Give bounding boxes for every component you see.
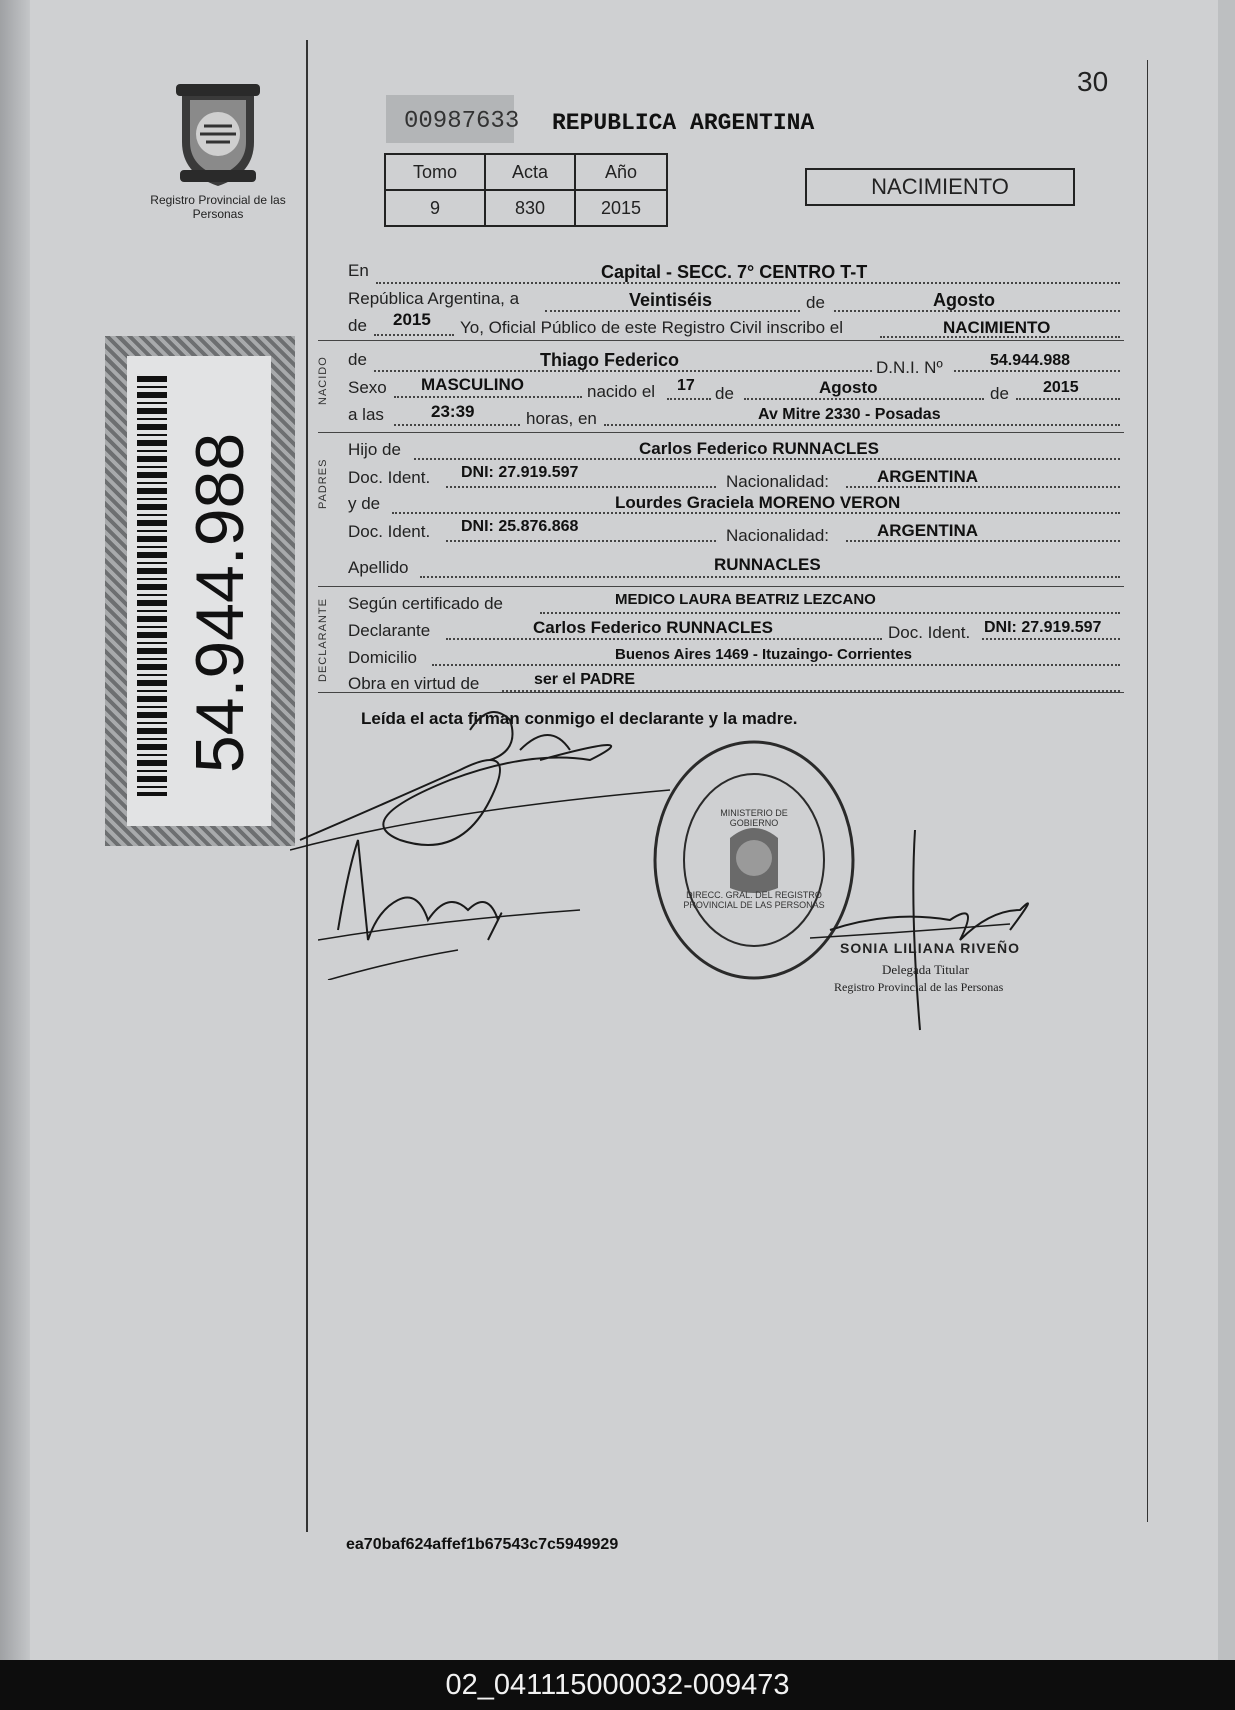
label-de4: de [715, 384, 734, 403]
barcode-bars [137, 376, 167, 796]
closing-statement: Leída el acta firman conmigo el declarante y la madre. [361, 709, 798, 728]
doc-type-box: NACIMIENTO [805, 168, 1075, 206]
misiones-shield-icon [172, 82, 264, 188]
label-a-las: a las [348, 405, 384, 424]
value-lugar-nac: Av Mitre 2330 - Posadas [758, 406, 941, 423]
label-yo: Yo, Oficial Público de este Registro Civil inscribo el [460, 318, 843, 337]
value-acto: NACIMIENTO [943, 318, 1051, 337]
value-declarante: Carlos Federico RUNNACLES [533, 618, 773, 637]
divider [318, 586, 1124, 587]
label-de3: de [348, 350, 367, 369]
value-lugar: Capital - SECC. 7° CENTRO T-T [601, 262, 868, 282]
value-padre: Carlos Federico RUNNACLES [639, 439, 879, 458]
value-padre-dni: DNI: 27.919.597 [461, 464, 579, 481]
value-domicilio: Buenos Aires 1469 - Ituzaingo- Corrientes [615, 646, 913, 663]
value-acta: 830 [485, 190, 575, 226]
label-doc-ident3: Doc. Ident. [888, 623, 971, 642]
label-dni: D.N.I. Nº [876, 358, 943, 377]
label-obra: Obra en virtud de [348, 674, 480, 693]
doc-number: 00987633 [404, 108, 520, 135]
label-nacionalidad2: Nacionalidad: [726, 526, 830, 545]
signer-title: Delegada Titular [882, 962, 970, 977]
label-nacionalidad1: Nacionalidad: [726, 472, 830, 491]
divider [318, 432, 1124, 433]
value-mes: Agosto [819, 378, 878, 397]
section-declarante: DECLARANTE [317, 598, 329, 682]
label-hijo-de: Hijo de [348, 440, 401, 459]
label-apellido: Apellido [348, 558, 409, 577]
value-madre: Lourdes Graciela MORENO VERON [615, 493, 901, 512]
value-hora: 23:39 [431, 402, 475, 421]
header-tomo: Tomo [385, 154, 485, 190]
label-doc-ident1: Doc. Ident. [348, 468, 431, 487]
madre-signature [318, 830, 588, 980]
value-declarante-dni: DNI: 27.919.597 [984, 619, 1102, 636]
value-anio: 2015 [393, 310, 431, 329]
label-y-de: y de [348, 494, 381, 513]
stamp-ring-text: DIRECC. GRAL. DEL REGISTRO PROVINCIAL DE LAS PERSONAS [683, 890, 825, 910]
country-title: REPUBLICA ARGENTINA [552, 110, 815, 136]
official-signature [810, 820, 1050, 1040]
label-nacido-el: nacido el [587, 382, 656, 401]
right-margin-line [1147, 60, 1148, 1522]
header-acta: Acta [485, 154, 575, 190]
value-anio-nac: 2015 [1043, 379, 1079, 396]
value-apellido: RUNNACLES [714, 555, 821, 574]
logo-caption: Registro Provincial de las Personas [150, 193, 286, 221]
value-dia-texto: Veintiséis [629, 290, 713, 310]
barcode-panel [105, 336, 295, 846]
label-republica: República Argentina, a [348, 289, 520, 308]
barcode-number: 54.944.988 [182, 432, 258, 774]
divider [318, 340, 1124, 341]
label-de5: de [990, 384, 1009, 403]
value-certificado: MEDICO LAURA BEATRIZ LEZCANO [615, 591, 876, 608]
section-padres: PADRES [317, 458, 329, 509]
label-de2: de [348, 316, 367, 335]
value-dia: 17 [677, 377, 695, 394]
signer-name: SONIA LILIANA RIVEÑO [840, 940, 1020, 956]
label-en: En [348, 261, 369, 280]
tomo-acta-ano-table [384, 153, 668, 227]
value-madre-dni: DNI: 25.876.868 [461, 518, 579, 535]
value-padre-nac: ARGENTINA [877, 467, 979, 486]
label-doc-ident2: Doc. Ident. [348, 522, 431, 541]
label-sexo: Sexo [348, 378, 387, 397]
value-obra: ser el PADRE [534, 671, 636, 688]
value-nombre: Thiago Federico [540, 350, 680, 370]
value-tomo: 9 [385, 190, 485, 226]
signer-org: Registro Provincial de las Personas [834, 980, 1004, 994]
label-domicilio: Domicilio [348, 648, 417, 667]
paper-edge [0, 0, 30, 1660]
stamp-inner-text: MINISTERIO DE GOBIERNO [720, 808, 788, 828]
page-number: 30 [1077, 66, 1109, 97]
value-sexo: MASCULINO [421, 375, 524, 394]
label-segun: Según certificado de [348, 594, 503, 613]
label-declarante: Declarante [348, 621, 431, 640]
label-horas-en: horas, en [526, 409, 597, 428]
value-ano: 2015 [575, 190, 667, 226]
value-madre-nac: ARGENTINA [877, 521, 979, 540]
section-nacido: NACIDO [317, 356, 329, 405]
province-logo [172, 82, 264, 188]
scan-footer-id: 02_041115000032-009473 [0, 1660, 1235, 1710]
document-hash: ea70baf624affef1b67543c7c5949929 [346, 1536, 619, 1553]
header-ano: Año [575, 154, 667, 190]
value-mes-texto: Agosto [933, 290, 995, 310]
value-dni: 54.944.988 [990, 352, 1071, 369]
label-de1: de [806, 293, 825, 312]
